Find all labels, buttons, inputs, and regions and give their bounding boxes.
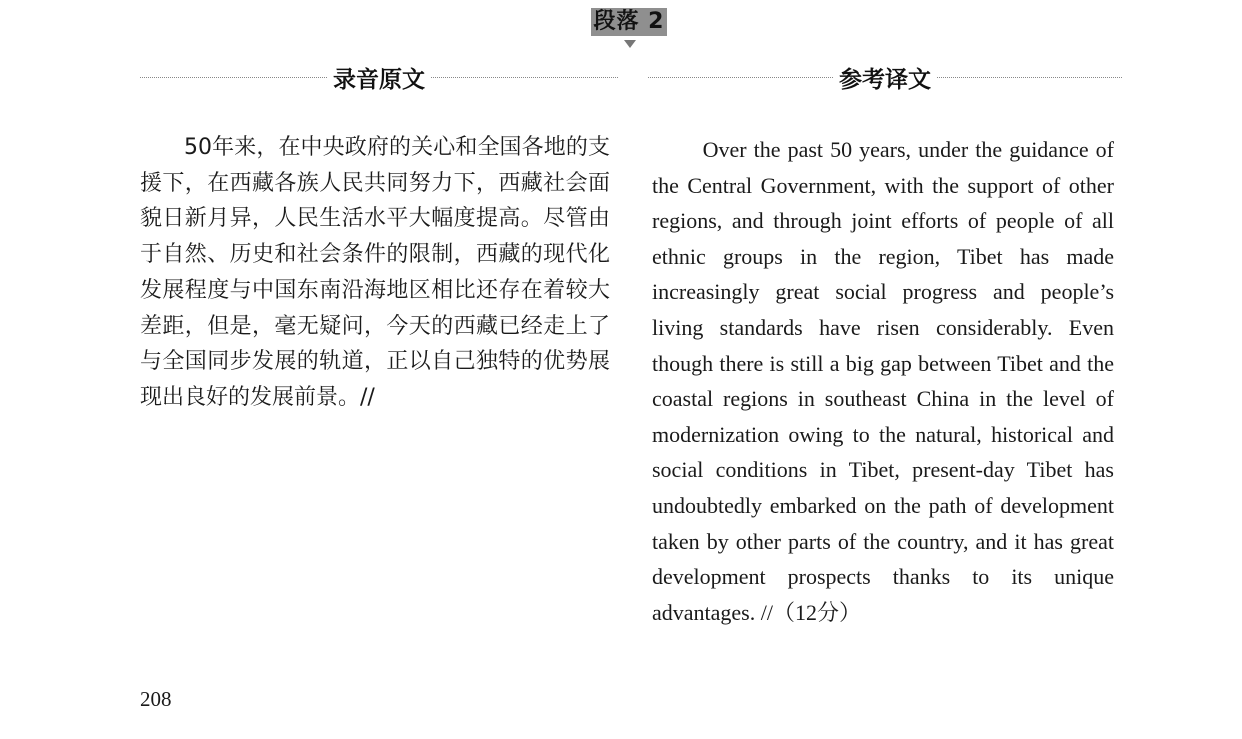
chinese-paragraph: 50年来，在中央政府的关心和全国各地的支援下，在西藏各族人民共同努力下，西藏社会面貌日新月异，人民生活水平大幅度提高。尽管由于自然、历史和社会条件的限制，西藏的现代化发展程度与中国东南沿海地区相比还存在着较大差距，但是，毫无疑问，今天的西藏已经走上了与全国同步发展的轨道，正以自己独特的优势展现出良好的发展前景。// (140, 135, 610, 410)
divider (937, 77, 1122, 78)
original-text-heading (140, 60, 618, 94)
divider (648, 77, 833, 78)
english-translation-paragraph: Over the past 50 years, under the guidance of the Central Government, with the support of other regions, and through joint efforts of people of all ethnic groups in the region, Tibet has made increasingly great social progress and people’s living standards have risen considerably. Even though there is still a big gap between Tibet and the coastal regions in southeast China in the level of modernization owing to the natural, historical and social conditions in Tibet, present-day Tibet has undoubtedly embarked on the path of development taken by other parts of the country, and it has great development prospects thanks to its unique advantages. //（12分） (652, 137, 1114, 625)
section-label: 段落 2 (591, 8, 667, 36)
down-arrow-icon (624, 40, 636, 48)
reference-translation-heading (648, 60, 1122, 94)
divider (140, 77, 327, 78)
original-text-title: 录音原文 (333, 66, 425, 93)
divider (431, 77, 618, 78)
page-number: 208 (140, 687, 172, 711)
reference-translation-title: 参考译文 (839, 66, 931, 93)
